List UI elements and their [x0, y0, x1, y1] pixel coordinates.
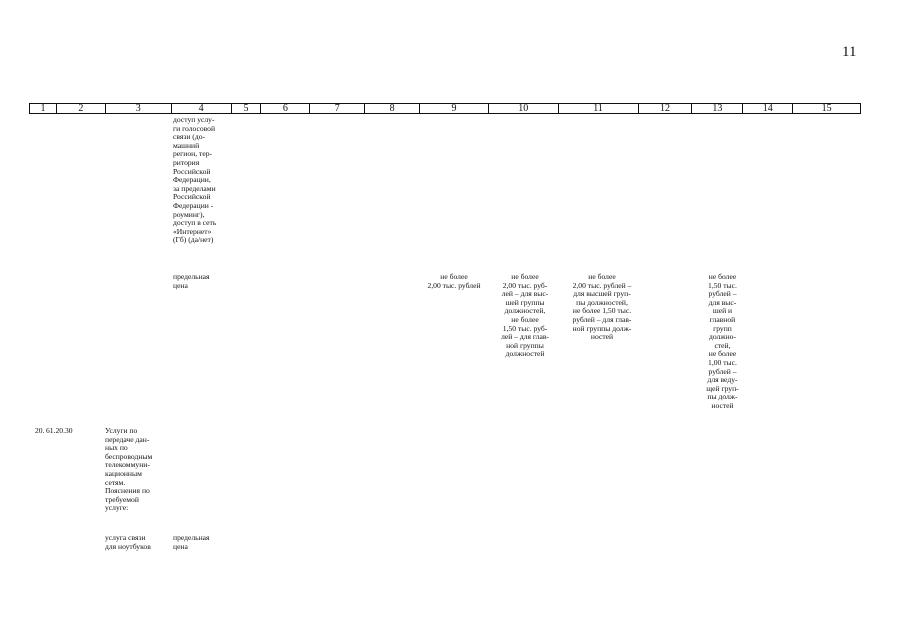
- table-header-row: [29, 103, 861, 114]
- cell-line: Пояснения по: [105, 486, 150, 496]
- cell-line: должно-: [709, 332, 736, 342]
- row-3-col-1: 20.: [35, 426, 45, 435]
- cell-line: лей – для глав-: [501, 332, 549, 342]
- row-2-col-13: [697, 273, 748, 411]
- cell-line: машний: [173, 140, 200, 150]
- header-col-8: 8: [365, 104, 420, 113]
- header-col-10: 10: [489, 104, 559, 113]
- header-col-13: 13: [692, 104, 743, 113]
- cell-line: ной группы: [506, 340, 544, 350]
- cell-line: Услуги по: [105, 426, 138, 435]
- cell-line: не более: [511, 314, 539, 324]
- cell-line: 1,50 тыс. руб-: [502, 323, 548, 333]
- cell-line: связи (до-: [173, 132, 206, 142]
- cell-line: должностей: [505, 349, 545, 359]
- cell-line: должностей,: [504, 306, 546, 316]
- cell-line: ной группы долж-: [572, 323, 632, 333]
- cell-line: сетям.: [105, 477, 126, 487]
- cell-line: для выс-: [708, 297, 737, 307]
- cell-line: щей груп-: [706, 383, 739, 393]
- row-3-col-3: [105, 427, 163, 513]
- cell-line: цена: [173, 280, 188, 290]
- cell-line: ностей: [711, 400, 734, 410]
- row-2-col-4: [173, 273, 225, 290]
- cell-line: требуемой: [105, 494, 139, 504]
- header-col-14: 14: [743, 104, 793, 113]
- cell-line: не более 1,50 тыс.: [572, 306, 632, 316]
- row-2-col-10: [490, 273, 560, 359]
- cell-line: (Гб) (да/нет): [173, 235, 214, 245]
- cell-line: шей и: [712, 306, 733, 316]
- cell-line: предельная: [173, 272, 210, 281]
- header-col-4: 4: [172, 104, 232, 113]
- cell-line: роуминг),: [173, 209, 205, 219]
- header-col-11: 11: [559, 104, 639, 113]
- cell-line: доступ в сеть: [173, 218, 217, 228]
- cell-line: рублей – для глав-: [572, 314, 632, 324]
- cell-line: за пределами: [173, 183, 216, 193]
- row-3-col-2: 61.20.30: [46, 426, 73, 435]
- cell-line: главной: [709, 314, 736, 324]
- cell-line: для веду-: [707, 375, 738, 385]
- cell-line: цена: [173, 541, 188, 551]
- cell-line: передаче дан-: [105, 434, 150, 444]
- cell-line: шей группы: [505, 297, 545, 307]
- header-col-2: 2: [57, 104, 106, 113]
- cell-line: не более: [440, 272, 468, 281]
- cell-line: Российской: [173, 192, 211, 202]
- cell-line: 1,50 тыс.: [708, 280, 737, 290]
- cell-line: пы долж-: [707, 392, 738, 402]
- cell-line: услуга связи: [105, 533, 146, 542]
- cell-line: групп: [713, 323, 732, 333]
- header-col-7: 7: [310, 104, 365, 113]
- row-2-col-9: [416, 273, 492, 290]
- cell-line: доступ услу-: [173, 115, 215, 124]
- cell-line: услуге:: [105, 503, 129, 513]
- header-col-6: 6: [261, 104, 310, 113]
- header-col-15: 15: [821, 103, 832, 114]
- row-4-col-4: [173, 534, 225, 551]
- cell-line: пы должностей,: [576, 297, 628, 307]
- cell-line: 2,00 тыс. руб-: [502, 280, 548, 290]
- cell-line: телекоммуни-: [105, 460, 150, 470]
- row-4-col-3: [105, 534, 163, 551]
- cell-line: рублей –: [708, 366, 737, 376]
- header-col-5: 5: [232, 104, 262, 113]
- cell-line: 2,00 тыс. рублей –: [572, 280, 632, 290]
- cell-line: Федерации,: [173, 175, 211, 185]
- cell-line: рублей –: [708, 289, 737, 299]
- cell-line: 2,00 тыс. рублей: [427, 280, 481, 290]
- cell-line: предельная: [173, 533, 210, 542]
- cell-line: кационным: [105, 468, 142, 478]
- cell-line: для ноутбуков: [105, 541, 151, 551]
- cell-line: ритория: [173, 157, 200, 167]
- cell-line: стей,: [714, 340, 731, 350]
- page-number: 11: [842, 44, 857, 60]
- cell-line: беспроводным: [105, 451, 153, 461]
- cell-line: для высшей груп-: [573, 289, 631, 299]
- cell-line: Федерации -: [173, 200, 214, 210]
- cell-line: «Интернет»: [173, 226, 212, 236]
- row-1-col-4: [173, 116, 225, 245]
- cell-line: ги голосовой: [173, 123, 216, 133]
- header-col-9: 9: [420, 104, 489, 113]
- row-2-col-11: [562, 273, 642, 342]
- cell-line: не более: [588, 272, 616, 281]
- header-col-3: 3: [106, 104, 172, 113]
- cell-line: не более: [511, 272, 539, 281]
- cell-line: не более: [708, 272, 737, 281]
- cell-line: регион, тер-: [173, 149, 213, 159]
- cell-line: не более: [708, 349, 737, 359]
- cell-line: ных по: [105, 443, 128, 453]
- header-col-1: 1: [30, 104, 57, 113]
- cell-line: ностей: [590, 332, 614, 342]
- cell-line: 1,00 тыс.: [708, 357, 737, 367]
- header-col-12: 12: [639, 104, 693, 113]
- cell-line: Российской: [173, 166, 211, 176]
- cell-line: лей – для выс-: [501, 289, 549, 299]
